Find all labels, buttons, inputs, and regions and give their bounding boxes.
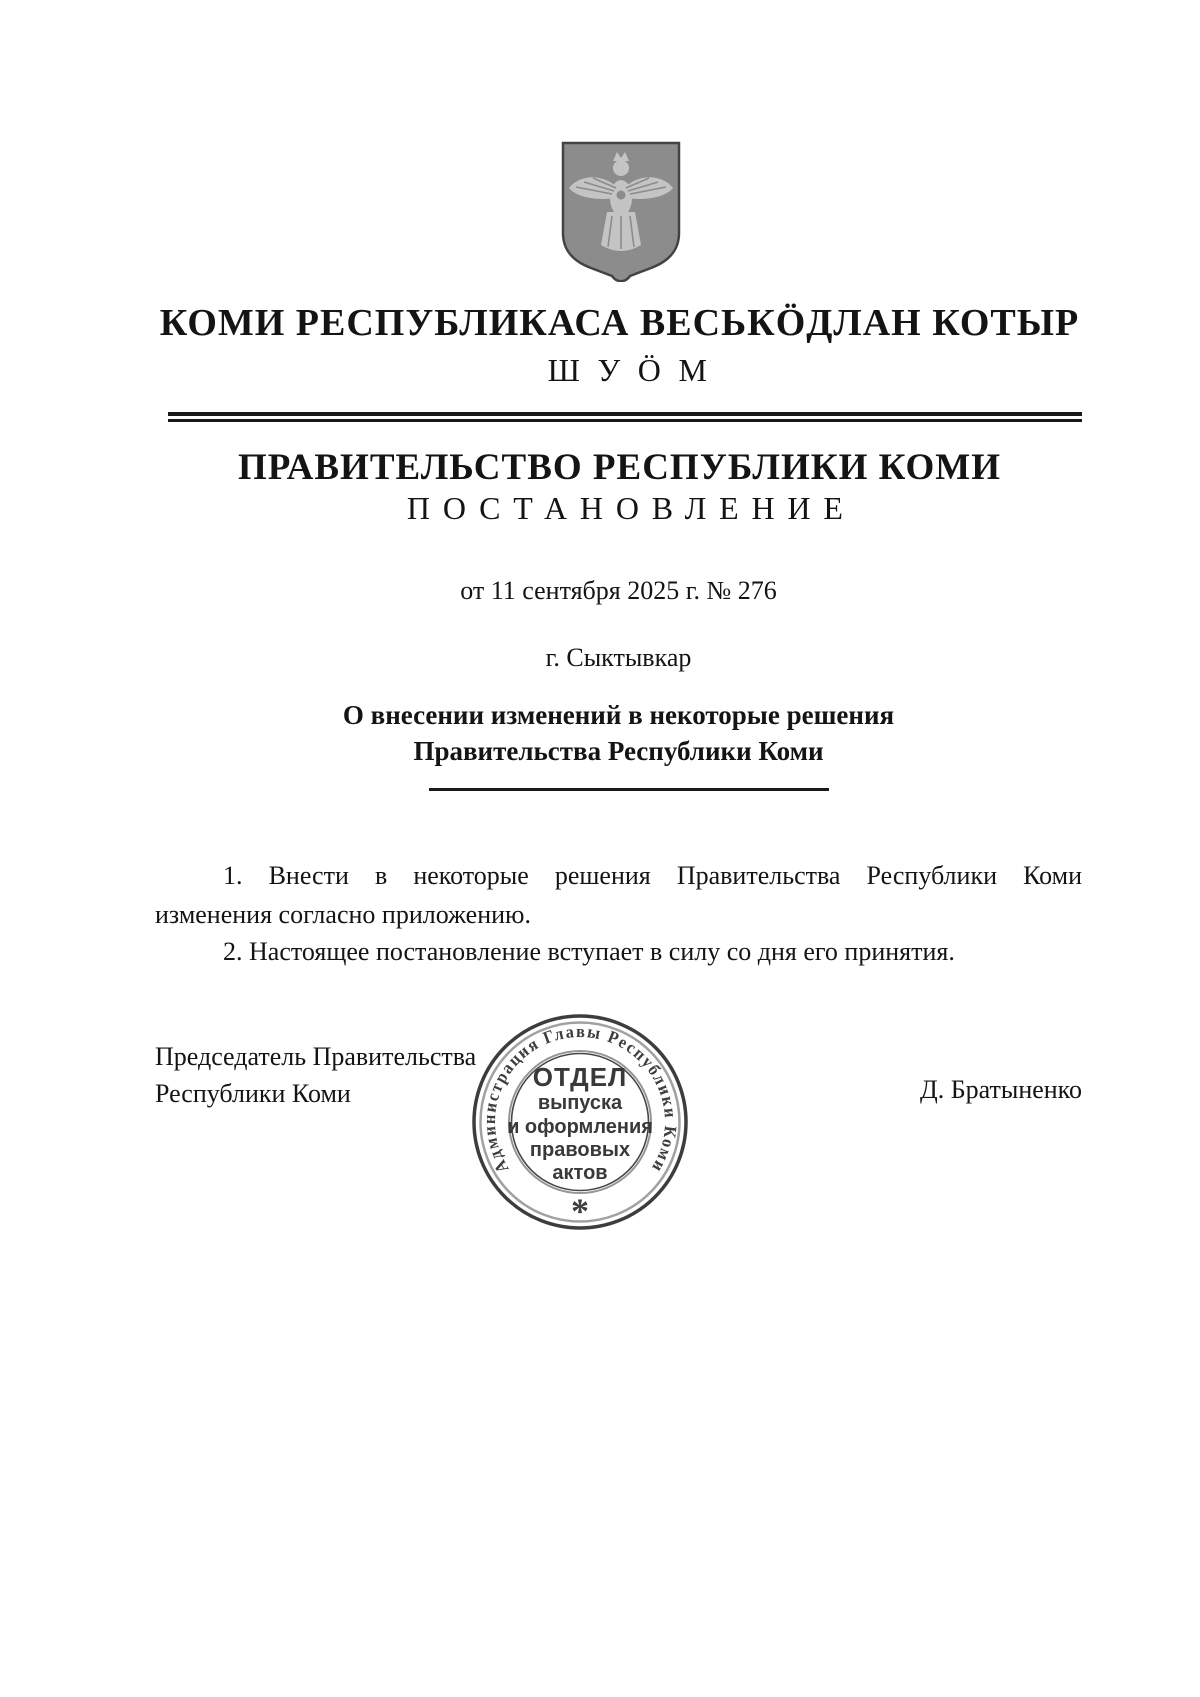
header-ru-title: ПРАВИТЕЛЬСТВО РЕСПУБЛИКИ КОМИ [238,447,1001,488]
komi-coat-of-arms-icon [560,140,682,282]
stamp-center-line-3: и оформления [507,1116,653,1138]
city-line: г. Сыктывкар [545,643,692,672]
signature-name: Д. Братыненко [919,1075,1082,1104]
paragraph-1-line-1: 1. Внести в некоторые решения Правительства Республики Коми [223,861,1082,890]
stamp-center-line-5: актов [552,1162,608,1184]
stamp-center-line-4: правовых [529,1139,631,1161]
coat-of-arms-svg [560,140,682,282]
stamp-center-line-2: выпуска [537,1092,623,1114]
header-komi-title: КОМИ РЕСПУБЛИКАСА ВЕСЬКÖДЛАН КОТЫР [159,302,1080,344]
stamp-svg [465,1007,695,1237]
signature-position-line-2: Республики Коми [155,1079,351,1108]
stamp-star: * [571,1191,589,1231]
body-paragraph-2: 2. Настоящее постановление вступает в силу со дня его принятия. [223,937,955,966]
date-number-line: от 11 сентября 2025 г. № 276 [460,576,777,605]
subject-line-2: Правительства Республики Коми [413,736,824,766]
stamp-center-text [507,1062,653,1184]
document-subject [155,697,1082,769]
stamp-ring-text: Администрация Главы Республики Коми [478,1020,682,1178]
paragraph-1-line-2: изменения согласно приложению. [155,900,531,929]
body-paragraph-1 [155,856,1082,934]
stamp-center-line-1: ОТДЕЛ [532,1062,628,1092]
official-round-stamp [465,1007,695,1237]
subject-line-1: О внесении изменений в некоторые решения [342,700,895,730]
header-komi-doctype: ШУÖМ [547,352,725,388]
bird-face [617,191,626,200]
signature-position-line-1: Председатель Правительства [155,1042,477,1071]
double-horizontal-rule [168,412,1082,422]
header-ru-doctype: ПОСТАНОВЛЕНИЕ [406,490,856,526]
subject-divider-rule [429,788,829,791]
